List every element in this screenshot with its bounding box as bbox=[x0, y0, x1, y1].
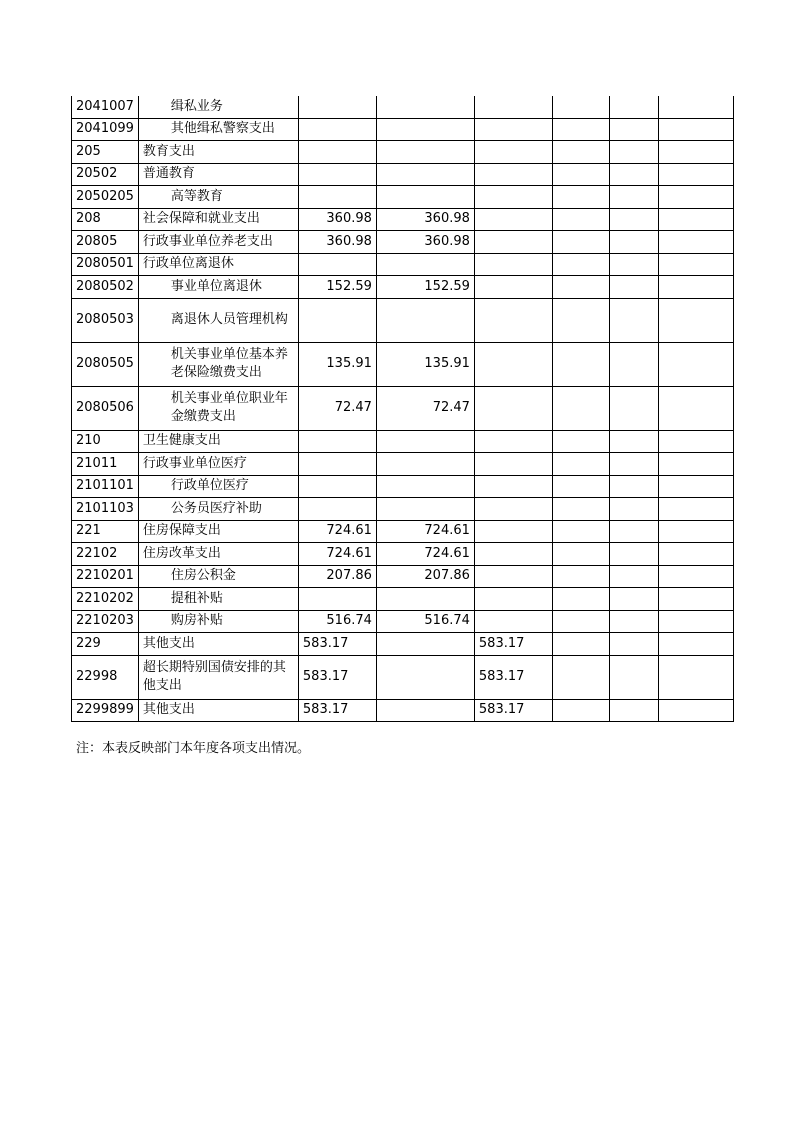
amount-cell bbox=[552, 186, 609, 209]
amount-cell bbox=[609, 565, 658, 588]
amount-cell bbox=[474, 453, 552, 476]
amount-cell: 724.61 bbox=[376, 520, 474, 543]
subject-code-cell: 22102 bbox=[72, 543, 139, 566]
table-row bbox=[72, 498, 734, 521]
amount-cell bbox=[376, 453, 474, 476]
amount-cell bbox=[658, 699, 733, 722]
amount-cell bbox=[552, 253, 609, 276]
subject-code-cell: 22998 bbox=[72, 655, 139, 699]
table-row bbox=[72, 163, 734, 186]
amount-cell bbox=[376, 655, 474, 699]
amount-cell bbox=[609, 342, 658, 386]
amount-cell bbox=[658, 186, 733, 209]
amount-cell bbox=[552, 231, 609, 254]
amount-cell bbox=[298, 96, 376, 118]
amount-cell: 360.98 bbox=[298, 208, 376, 231]
table-row bbox=[72, 453, 734, 476]
amount-cell: 724.61 bbox=[376, 543, 474, 566]
amount-cell: 152.59 bbox=[298, 276, 376, 299]
subject-code-cell: 2210201 bbox=[72, 565, 139, 588]
table-row bbox=[72, 699, 734, 722]
subject-code-cell: 21011 bbox=[72, 453, 139, 476]
amount-cell bbox=[609, 475, 658, 498]
subject-name-cell: 提租补贴 bbox=[138, 588, 298, 611]
amount-cell bbox=[552, 633, 609, 656]
subject-name-cell: 其他支出 bbox=[138, 633, 298, 656]
subject-name-cell: 事业单位离退休 bbox=[138, 276, 298, 299]
amount-cell bbox=[298, 118, 376, 141]
amount-cell bbox=[658, 231, 733, 254]
amount-cell bbox=[298, 186, 376, 209]
subject-code-cell: 221 bbox=[72, 520, 139, 543]
amount-cell bbox=[609, 699, 658, 722]
amount-cell bbox=[552, 96, 609, 118]
subject-code-cell: 229 bbox=[72, 633, 139, 656]
amount-cell: 583.17 bbox=[474, 699, 552, 722]
subject-code-cell: 20502 bbox=[72, 163, 139, 186]
amount-cell: 360.98 bbox=[298, 231, 376, 254]
table-row bbox=[72, 543, 734, 566]
amount-cell bbox=[609, 610, 658, 633]
amount-cell bbox=[609, 96, 658, 118]
amount-cell bbox=[609, 118, 658, 141]
amount-cell bbox=[474, 253, 552, 276]
amount-cell bbox=[552, 543, 609, 566]
subject-code-cell: 2041099 bbox=[72, 118, 139, 141]
amount-cell bbox=[609, 163, 658, 186]
amount-cell: 207.86 bbox=[376, 565, 474, 588]
subject-name-cell: 住房改革支出 bbox=[138, 543, 298, 566]
amount-cell bbox=[609, 298, 658, 342]
amount-cell bbox=[552, 475, 609, 498]
subject-code-cell: 2080501 bbox=[72, 253, 139, 276]
subject-code-cell: 2299899 bbox=[72, 699, 139, 722]
amount-cell bbox=[658, 588, 733, 611]
subject-code-cell: 2101101 bbox=[72, 475, 139, 498]
subject-code-cell: 2210202 bbox=[72, 588, 139, 611]
subject-name-cell: 住房公积金 bbox=[138, 565, 298, 588]
amount-cell bbox=[552, 298, 609, 342]
amount-cell bbox=[658, 565, 733, 588]
amount-cell bbox=[658, 276, 733, 299]
amount-cell bbox=[658, 141, 733, 164]
amount-cell bbox=[658, 633, 733, 656]
amount-cell bbox=[474, 588, 552, 611]
table-row bbox=[72, 386, 734, 430]
subject-name-cell: 住房保障支出 bbox=[138, 520, 298, 543]
amount-cell bbox=[474, 610, 552, 633]
amount-cell bbox=[609, 186, 658, 209]
amount-cell bbox=[552, 276, 609, 299]
subject-name-cell: 缉私业务 bbox=[138, 96, 298, 118]
amount-cell bbox=[376, 699, 474, 722]
subject-name-cell: 其他缉私警察支出 bbox=[138, 118, 298, 141]
amount-cell bbox=[552, 453, 609, 476]
amount-cell: 583.17 bbox=[298, 655, 376, 699]
table-row bbox=[72, 588, 734, 611]
amount-cell bbox=[474, 208, 552, 231]
amount-cell bbox=[474, 565, 552, 588]
amount-cell bbox=[376, 253, 474, 276]
amount-cell bbox=[552, 118, 609, 141]
subject-name-cell: 行政事业单位养老支出 bbox=[138, 231, 298, 254]
amount-cell bbox=[474, 342, 552, 386]
amount-cell bbox=[658, 655, 733, 699]
amount-cell bbox=[376, 475, 474, 498]
amount-cell bbox=[658, 610, 733, 633]
table-row bbox=[72, 633, 734, 656]
amount-cell bbox=[658, 386, 733, 430]
amount-cell bbox=[298, 163, 376, 186]
amount-cell bbox=[609, 655, 658, 699]
table-row bbox=[72, 141, 734, 164]
amount-cell bbox=[658, 163, 733, 186]
amount-cell bbox=[474, 498, 552, 521]
amount-cell bbox=[552, 163, 609, 186]
amount-cell: 583.17 bbox=[474, 655, 552, 699]
table-body bbox=[72, 96, 734, 722]
subject-code-cell: 2080502 bbox=[72, 276, 139, 299]
amount-cell bbox=[609, 588, 658, 611]
amount-cell bbox=[298, 475, 376, 498]
amount-cell bbox=[376, 633, 474, 656]
amount-cell bbox=[552, 430, 609, 453]
table-row bbox=[72, 96, 734, 118]
subject-name-cell: 社会保障和就业支出 bbox=[138, 208, 298, 231]
amount-cell bbox=[298, 430, 376, 453]
amount-cell bbox=[552, 655, 609, 699]
amount-cell bbox=[474, 543, 552, 566]
subject-code-cell: 2080506 bbox=[72, 386, 139, 430]
amount-cell bbox=[658, 430, 733, 453]
subject-code-cell: 2041007 bbox=[72, 96, 139, 118]
subject-code-cell: 208 bbox=[72, 208, 139, 231]
table-row bbox=[72, 118, 734, 141]
amount-cell bbox=[658, 342, 733, 386]
amount-cell bbox=[609, 276, 658, 299]
table-row bbox=[72, 520, 734, 543]
amount-cell bbox=[609, 231, 658, 254]
table-row bbox=[72, 298, 734, 342]
table-note: 注：本表反映部门本年度各项支出情况。 bbox=[76, 741, 311, 756]
table-row bbox=[72, 342, 734, 386]
amount-cell bbox=[609, 453, 658, 476]
amount-cell bbox=[474, 475, 552, 498]
amount-cell bbox=[552, 565, 609, 588]
subject-name-cell: 机关事业单位职业年金缴费支出 bbox=[138, 386, 298, 430]
amount-cell bbox=[298, 588, 376, 611]
amount-cell bbox=[474, 386, 552, 430]
amount-cell: 724.61 bbox=[298, 543, 376, 566]
amount-cell bbox=[609, 141, 658, 164]
amount-cell bbox=[376, 118, 474, 141]
amount-cell bbox=[298, 453, 376, 476]
subject-name-cell: 购房补贴 bbox=[138, 610, 298, 633]
subject-code-cell: 2101103 bbox=[72, 498, 139, 521]
subject-code-cell: 2050205 bbox=[72, 186, 139, 209]
amount-cell: 583.17 bbox=[298, 633, 376, 656]
amount-cell bbox=[376, 298, 474, 342]
amount-cell bbox=[658, 208, 733, 231]
amount-cell bbox=[552, 342, 609, 386]
amount-cell bbox=[552, 588, 609, 611]
amount-cell bbox=[474, 430, 552, 453]
amount-cell bbox=[474, 231, 552, 254]
table-row bbox=[72, 430, 734, 453]
amount-cell bbox=[376, 186, 474, 209]
amount-cell: 72.47 bbox=[298, 386, 376, 430]
amount-cell bbox=[658, 520, 733, 543]
amount-cell bbox=[552, 141, 609, 164]
amount-cell bbox=[474, 276, 552, 299]
table-row bbox=[72, 565, 734, 588]
expenditure-table bbox=[71, 96, 734, 722]
amount-cell: 135.91 bbox=[376, 342, 474, 386]
amount-cell bbox=[474, 298, 552, 342]
amount-cell bbox=[376, 498, 474, 521]
amount-cell bbox=[376, 588, 474, 611]
amount-cell: 135.91 bbox=[298, 342, 376, 386]
amount-cell bbox=[658, 96, 733, 118]
amount-cell bbox=[609, 633, 658, 656]
amount-cell bbox=[376, 163, 474, 186]
subject-code-cell: 20805 bbox=[72, 231, 139, 254]
table-row bbox=[72, 231, 734, 254]
amount-cell bbox=[552, 520, 609, 543]
amount-cell bbox=[376, 430, 474, 453]
subject-name-cell: 其他支出 bbox=[138, 699, 298, 722]
amount-cell bbox=[609, 208, 658, 231]
amount-cell bbox=[658, 453, 733, 476]
amount-cell: 516.74 bbox=[376, 610, 474, 633]
amount-cell bbox=[609, 498, 658, 521]
amount-cell bbox=[376, 141, 474, 164]
amount-cell bbox=[552, 610, 609, 633]
subject-name-cell: 教育支出 bbox=[138, 141, 298, 164]
table-row bbox=[72, 276, 734, 299]
subject-code-cell: 210 bbox=[72, 430, 139, 453]
amount-cell bbox=[552, 208, 609, 231]
amount-cell bbox=[658, 118, 733, 141]
amount-cell bbox=[658, 498, 733, 521]
table-row bbox=[72, 655, 734, 699]
amount-cell bbox=[552, 699, 609, 722]
amount-cell: 152.59 bbox=[376, 276, 474, 299]
subject-code-cell: 2080503 bbox=[72, 298, 139, 342]
subject-name-cell: 离退休人员管理机构 bbox=[138, 298, 298, 342]
amount-cell bbox=[658, 253, 733, 276]
amount-cell bbox=[552, 386, 609, 430]
amount-cell bbox=[474, 186, 552, 209]
subject-name-cell: 行政单位医疗 bbox=[138, 475, 298, 498]
amount-cell bbox=[474, 96, 552, 118]
amount-cell bbox=[298, 498, 376, 521]
subject-name-cell: 高等教育 bbox=[138, 186, 298, 209]
amount-cell: 207.86 bbox=[298, 565, 376, 588]
amount-cell: 583.17 bbox=[298, 699, 376, 722]
amount-cell bbox=[474, 520, 552, 543]
table-row bbox=[72, 475, 734, 498]
amount-cell bbox=[658, 298, 733, 342]
amount-cell: 516.74 bbox=[298, 610, 376, 633]
subject-name-cell: 机关事业单位基本养老保险缴费支出 bbox=[138, 342, 298, 386]
amount-cell bbox=[609, 386, 658, 430]
amount-cell: 360.98 bbox=[376, 231, 474, 254]
amount-cell bbox=[298, 141, 376, 164]
subject-name-cell: 行政单位离退休 bbox=[138, 253, 298, 276]
amount-cell bbox=[609, 520, 658, 543]
amount-cell bbox=[474, 118, 552, 141]
amount-cell bbox=[658, 543, 733, 566]
subject-code-cell: 205 bbox=[72, 141, 139, 164]
subject-name-cell: 卫生健康支出 bbox=[138, 430, 298, 453]
subject-code-cell: 2080505 bbox=[72, 342, 139, 386]
amount-cell bbox=[298, 298, 376, 342]
amount-cell: 583.17 bbox=[474, 633, 552, 656]
amount-cell bbox=[474, 141, 552, 164]
subject-name-cell: 普通教育 bbox=[138, 163, 298, 186]
table-row bbox=[72, 253, 734, 276]
amount-cell bbox=[552, 498, 609, 521]
subject-name-cell: 公务员医疗补助 bbox=[138, 498, 298, 521]
subject-name-cell: 超长期特别国债安排的其他支出 bbox=[138, 655, 298, 699]
table-row bbox=[72, 610, 734, 633]
amount-cell bbox=[376, 96, 474, 118]
amount-cell bbox=[658, 475, 733, 498]
amount-cell bbox=[609, 253, 658, 276]
subject-code-cell: 2210203 bbox=[72, 610, 139, 633]
table-row bbox=[72, 208, 734, 231]
amount-cell: 72.47 bbox=[376, 386, 474, 430]
amount-cell bbox=[609, 430, 658, 453]
amount-cell: 724.61 bbox=[298, 520, 376, 543]
amount-cell: 360.98 bbox=[376, 208, 474, 231]
subject-name-cell: 行政事业单位医疗 bbox=[138, 453, 298, 476]
amount-cell bbox=[298, 253, 376, 276]
table-row bbox=[72, 186, 734, 209]
amount-cell bbox=[609, 543, 658, 566]
amount-cell bbox=[474, 163, 552, 186]
